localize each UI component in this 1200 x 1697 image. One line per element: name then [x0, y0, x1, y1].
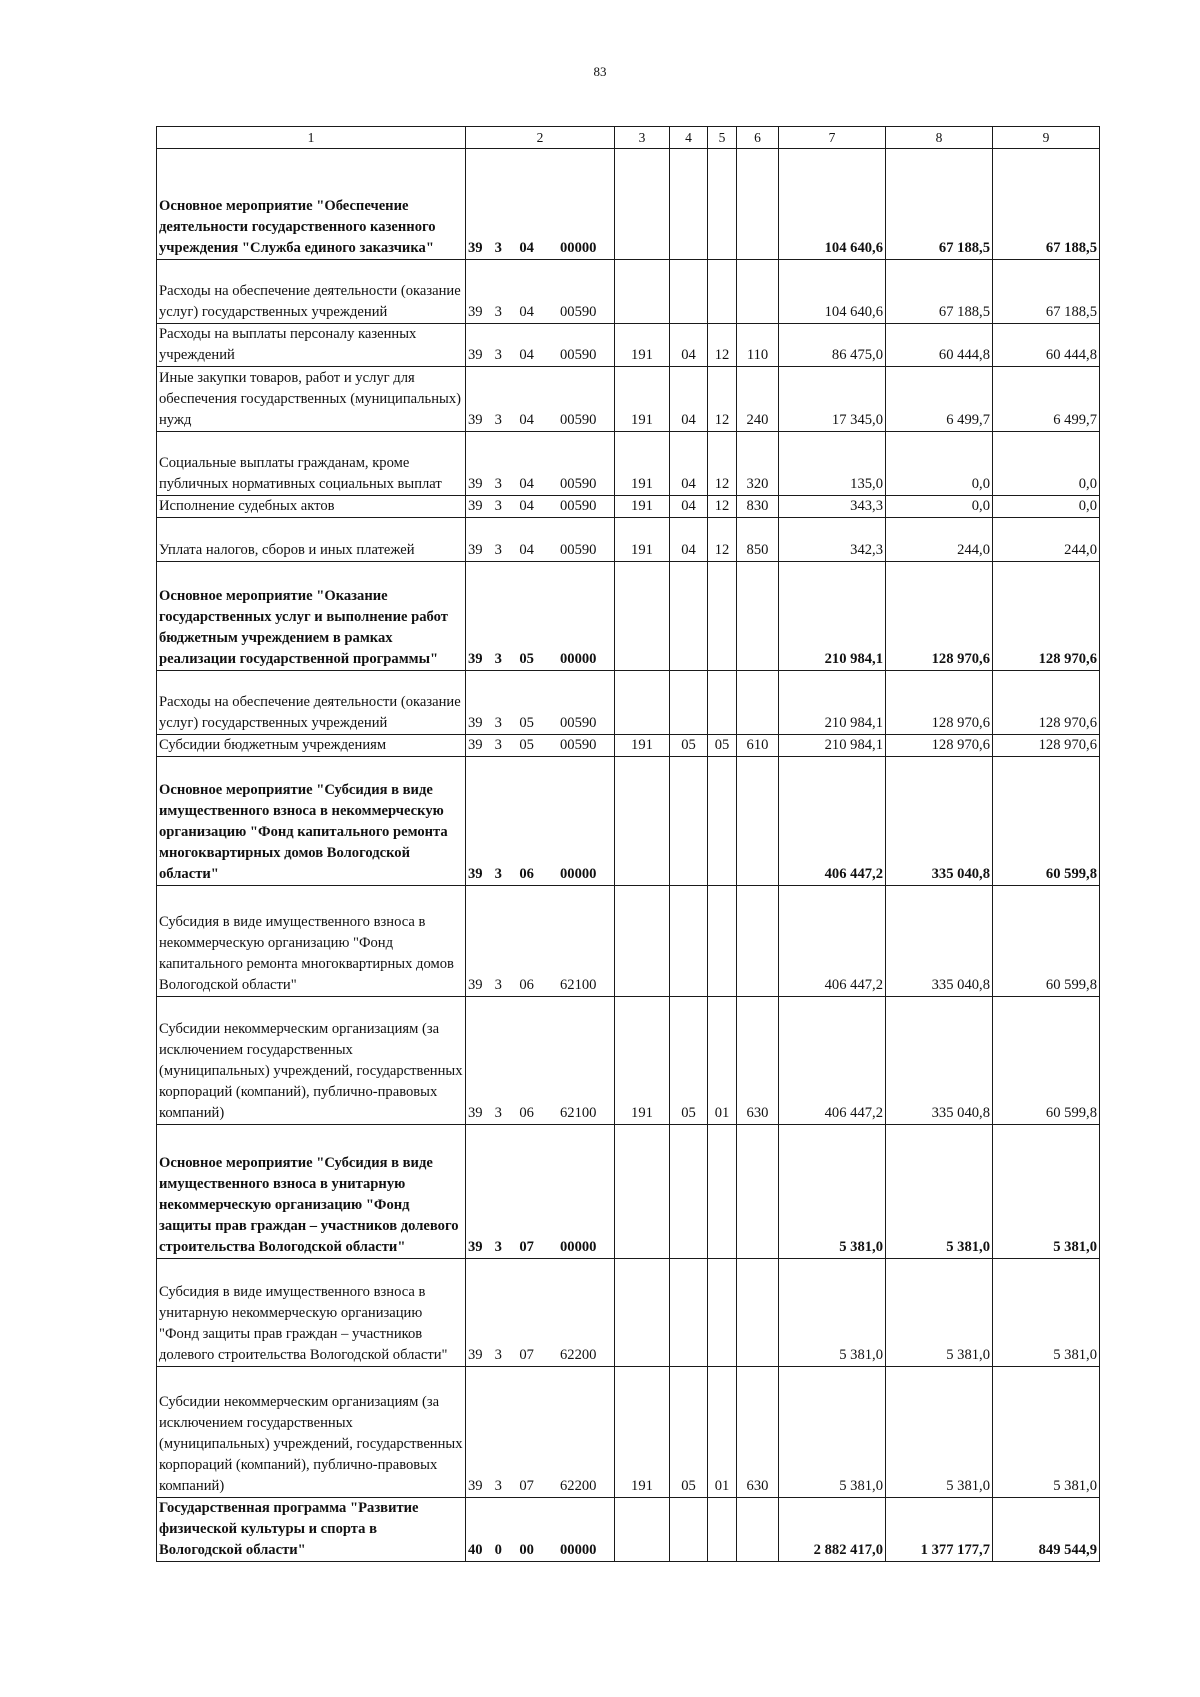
amount-col9-cell: 5 381,0: [993, 1259, 1100, 1367]
amount-col7-cell: 406 447,2: [779, 886, 886, 997]
amount-col9-cell: 849 544,9: [993, 1498, 1100, 1562]
column-number-1: 1: [157, 127, 466, 149]
classification-code: [468, 649, 612, 670]
code-part-4: 00000: [559, 1542, 597, 1558]
col5-cell: 12: [708, 518, 737, 562]
code-part-1: 39: [468, 240, 483, 256]
table-row: [157, 757, 1100, 886]
amount-col9-cell: 0,0: [993, 496, 1100, 518]
code-part-2: 3: [494, 737, 502, 753]
col4-cell: 05: [670, 735, 708, 757]
col5-cell: 12: [708, 367, 737, 432]
col5-cell: 05: [708, 735, 737, 757]
col3-cell: [615, 562, 670, 671]
classification-code: [468, 496, 612, 517]
code-part-2: 3: [494, 651, 502, 667]
col3-cell: 191: [615, 1367, 670, 1498]
amount-col8-cell: 5 381,0: [886, 1125, 993, 1259]
col4-cell: 04: [670, 496, 708, 518]
amount-col8-cell: 1 377 177,7: [886, 1498, 993, 1562]
table-row: [157, 324, 1100, 367]
col3-cell: [615, 1498, 670, 1562]
code-part-4: 00590: [559, 542, 597, 558]
column-number-7: 7: [779, 127, 886, 149]
col6-cell: [737, 757, 779, 886]
row-code-cell: [466, 432, 615, 496]
classification-code: [468, 540, 612, 561]
amount-col9-cell: 128 970,6: [993, 562, 1100, 671]
col3-cell: [615, 671, 670, 735]
col6-cell: 610: [737, 735, 779, 757]
row-name-cell: Иные закупки товаров, работ и услуг для обеспечения государственных (муниципальных) нужд: [157, 367, 466, 432]
amount-col8-cell: 244,0: [886, 518, 993, 562]
col3-cell: [615, 886, 670, 997]
col3-cell: 191: [615, 324, 670, 367]
code-part-2: 0: [494, 1542, 502, 1558]
column-number-9: 9: [993, 127, 1100, 149]
col5-cell: [708, 1259, 737, 1367]
col6-cell: [737, 1259, 779, 1367]
code-part-3: 04: [519, 240, 534, 256]
col5-cell: 01: [708, 1367, 737, 1498]
code-part-1: 39: [468, 1347, 483, 1363]
table-row: [157, 1259, 1100, 1367]
table-row: [157, 1367, 1100, 1498]
col6-cell: 110: [737, 324, 779, 367]
code-part-1: 40: [468, 1542, 483, 1558]
code-part-4: 00000: [559, 240, 597, 256]
amount-col8-cell: 67 188,5: [886, 149, 993, 260]
classification-code: [468, 713, 612, 734]
row-name-cell: Субсидии некоммерческим организациям (за исключением государственных (муниципальных) учреждений, государственных корпораций (компаний), публично-правовых компаний): [157, 997, 466, 1125]
classification-code: [468, 345, 612, 366]
amount-col7-cell: 86 475,0: [779, 324, 886, 367]
row-code-cell: [466, 757, 615, 886]
code-part-3: 07: [519, 1239, 534, 1255]
code-part-2: 3: [494, 347, 502, 363]
col4-cell: [670, 886, 708, 997]
code-part-3: 06: [519, 977, 534, 993]
amount-col9-cell: 128 970,6: [993, 671, 1100, 735]
code-part-4: 00000: [559, 1239, 597, 1255]
code-part-1: 39: [468, 1105, 483, 1121]
row-name-cell: Уплата налогов, сборов и иных платежей: [157, 518, 466, 562]
code-part-1: 39: [468, 737, 483, 753]
code-part-2: 3: [494, 412, 502, 428]
row-code-cell: [466, 886, 615, 997]
code-part-3: 04: [519, 498, 534, 514]
table-row: [157, 367, 1100, 432]
col5-cell: [708, 671, 737, 735]
table-row: [157, 1498, 1100, 1562]
amount-col7-cell: 210 984,1: [779, 735, 886, 757]
code-part-3: 05: [519, 715, 534, 731]
amount-col7-cell: 5 381,0: [779, 1367, 886, 1498]
row-name-cell: Расходы на выплаты персоналу казенных учреждений: [157, 324, 466, 367]
col6-cell: 830: [737, 496, 779, 518]
row-name-cell: Исполнение судебных актов: [157, 496, 466, 518]
col5-cell: [708, 562, 737, 671]
code-part-1: 39: [468, 651, 483, 667]
col4-cell: [670, 562, 708, 671]
classification-code: [468, 302, 612, 323]
classification-code: [468, 410, 612, 431]
col6-cell: 630: [737, 997, 779, 1125]
col3-cell: 191: [615, 367, 670, 432]
table-row: [157, 1125, 1100, 1259]
code-part-3: 04: [519, 347, 534, 363]
amount-col9-cell: 60 599,8: [993, 886, 1100, 997]
code-part-1: 39: [468, 476, 483, 492]
amount-col7-cell: 5 381,0: [779, 1259, 886, 1367]
column-number-4: 4: [670, 127, 708, 149]
row-name-cell: Государственная программа "Развитие физической культуры и спорта в Вологодской области": [157, 1498, 466, 1562]
code-part-2: 3: [494, 866, 502, 882]
amount-col7-cell: 210 984,1: [779, 671, 886, 735]
amount-col9-cell: 67 188,5: [993, 260, 1100, 324]
col4-cell: [670, 757, 708, 886]
col6-cell: 630: [737, 1367, 779, 1498]
code-part-1: 39: [468, 1239, 483, 1255]
amount-col9-cell: 0,0: [993, 432, 1100, 496]
code-part-4: 62200: [559, 1347, 597, 1363]
code-part-3: 04: [519, 412, 534, 428]
code-part-2: 3: [494, 1347, 502, 1363]
row-code-cell: [466, 260, 615, 324]
code-part-2: 3: [494, 240, 502, 256]
code-part-1: 39: [468, 542, 483, 558]
code-part-2: 3: [494, 1105, 502, 1121]
amount-col7-cell: 135,0: [779, 432, 886, 496]
code-part-3: 04: [519, 476, 534, 492]
row-code-cell: [466, 1259, 615, 1367]
col3-cell: [615, 149, 670, 260]
col4-cell: 04: [670, 432, 708, 496]
code-part-3: 07: [519, 1347, 534, 1363]
code-part-2: 3: [494, 542, 502, 558]
col5-cell: [708, 757, 737, 886]
col6-cell: [737, 1125, 779, 1259]
row-code-cell: [466, 562, 615, 671]
classification-code: [468, 1476, 612, 1497]
col3-cell: [615, 1125, 670, 1259]
amount-col9-cell: 5 381,0: [993, 1367, 1100, 1498]
code-part-4: 00590: [559, 498, 597, 514]
table-row: [157, 260, 1100, 324]
amount-col8-cell: 0,0: [886, 432, 993, 496]
table-row: [157, 886, 1100, 997]
code-part-1: 39: [468, 498, 483, 514]
amount-col8-cell: 128 970,6: [886, 735, 993, 757]
col5-cell: 12: [708, 496, 737, 518]
code-part-2: 3: [494, 498, 502, 514]
code-part-2: 3: [494, 715, 502, 731]
table-row: [157, 735, 1100, 757]
row-name-cell: Расходы на обеспечение деятельности (оказание услуг) государственных учреждений: [157, 260, 466, 324]
code-part-4: 00590: [559, 476, 597, 492]
classification-code: [468, 1103, 612, 1124]
amount-col7-cell: 406 447,2: [779, 997, 886, 1125]
col5-cell: [708, 260, 737, 324]
code-part-3: 04: [519, 304, 534, 320]
code-part-2: 3: [494, 304, 502, 320]
col3-cell: [615, 1259, 670, 1367]
amount-col7-cell: 2 882 417,0: [779, 1498, 886, 1562]
code-part-1: 39: [468, 412, 483, 428]
amount-col7-cell: 406 447,2: [779, 757, 886, 886]
amount-col7-cell: 104 640,6: [779, 149, 886, 260]
code-part-4: 00590: [559, 347, 597, 363]
code-part-2: 3: [494, 1239, 502, 1255]
code-part-4: 00590: [559, 412, 597, 428]
code-part-1: 39: [468, 715, 483, 731]
amount-col9-cell: 67 188,5: [993, 149, 1100, 260]
col5-cell: [708, 1125, 737, 1259]
code-part-4: 62200: [559, 1478, 597, 1494]
code-part-3: 04: [519, 542, 534, 558]
amount-col8-cell: 128 970,6: [886, 671, 993, 735]
code-part-1: 39: [468, 347, 483, 363]
column-number-3: 3: [615, 127, 670, 149]
col6-cell: [737, 260, 779, 324]
row-code-cell: [466, 496, 615, 518]
row-code-cell: [466, 367, 615, 432]
col5-cell: 01: [708, 997, 737, 1125]
code-part-2: 3: [494, 977, 502, 993]
amount-col9-cell: 60 599,8: [993, 757, 1100, 886]
col4-cell: [670, 671, 708, 735]
row-code-cell: [466, 324, 615, 367]
amount-col9-cell: 5 381,0: [993, 1125, 1100, 1259]
classification-code: [468, 975, 612, 996]
amount-col9-cell: 6 499,7: [993, 367, 1100, 432]
column-number-2: 2: [466, 127, 615, 149]
code-part-3: 00: [519, 1542, 534, 1558]
row-name-cell: Основное мероприятие "Оказание государственных услуг и выполнение работ бюджетным учреждением в рамках реализации государственной программы": [157, 562, 466, 671]
col6-cell: [737, 671, 779, 735]
code-part-1: 39: [468, 866, 483, 882]
col3-cell: 191: [615, 518, 670, 562]
table-row: [157, 671, 1100, 735]
column-number-6: 6: [737, 127, 779, 149]
col3-cell: 191: [615, 735, 670, 757]
code-part-4: 00000: [559, 651, 597, 667]
col4-cell: [670, 149, 708, 260]
code-part-4: 00590: [559, 715, 597, 731]
col4-cell: [670, 1259, 708, 1367]
row-name-cell: Расходы на обеспечение деятельности (оказание услуг) государственных учреждений: [157, 671, 466, 735]
col3-cell: 191: [615, 496, 670, 518]
table-row: [157, 562, 1100, 671]
amount-col8-cell: 335 040,8: [886, 886, 993, 997]
row-name-cell: Субсидия в виде имущественного взноса в унитарную некоммерческую организацию "Фонд защиты прав граждан – участников долевого строительства Вологодской области": [157, 1259, 466, 1367]
col6-cell: [737, 1498, 779, 1562]
amount-col7-cell: 17 345,0: [779, 367, 886, 432]
col4-cell: 04: [670, 367, 708, 432]
col6-cell: [737, 886, 779, 997]
row-code-cell: [466, 1498, 615, 1562]
col5-cell: 12: [708, 324, 737, 367]
column-number-8: 8: [886, 127, 993, 149]
amount-col9-cell: 244,0: [993, 518, 1100, 562]
row-code-cell: [466, 997, 615, 1125]
row-name-cell: Основное мероприятие "Субсидия в виде имущественного взноса в унитарную некоммерческую организацию "Фонд защиты прав граждан – участников долевого строительства Вологодской области": [157, 1125, 466, 1259]
col4-cell: [670, 260, 708, 324]
col3-cell: [615, 260, 670, 324]
code-part-3: 07: [519, 1478, 534, 1494]
code-part-2: 3: [494, 1478, 502, 1494]
col6-cell: [737, 149, 779, 260]
classification-code: [468, 1540, 612, 1561]
amount-col8-cell: 6 499,7: [886, 367, 993, 432]
code-part-4: 00000: [559, 866, 597, 882]
code-part-2: 3: [494, 476, 502, 492]
amount-col7-cell: 210 984,1: [779, 562, 886, 671]
amount-col8-cell: 5 381,0: [886, 1259, 993, 1367]
col6-cell: 320: [737, 432, 779, 496]
row-code-cell: [466, 1367, 615, 1498]
amount-col8-cell: 5 381,0: [886, 1367, 993, 1498]
col3-cell: 191: [615, 432, 670, 496]
col4-cell: 05: [670, 1367, 708, 1498]
col5-cell: [708, 886, 737, 997]
col4-cell: [670, 1125, 708, 1259]
code-part-4: 00590: [559, 304, 597, 320]
amount-col7-cell: 104 640,6: [779, 260, 886, 324]
code-part-4: 62100: [559, 977, 597, 993]
amount-col9-cell: 60 444,8: [993, 324, 1100, 367]
classification-code: [468, 238, 612, 259]
table-row: [157, 149, 1100, 260]
code-part-3: 05: [519, 737, 534, 753]
code-part-3: 05: [519, 651, 534, 667]
col5-cell: 12: [708, 432, 737, 496]
col3-cell: [615, 757, 670, 886]
amount-col9-cell: 128 970,6: [993, 735, 1100, 757]
amount-col8-cell: 128 970,6: [886, 562, 993, 671]
col4-cell: [670, 1498, 708, 1562]
code-part-1: 39: [468, 1478, 483, 1494]
row-name-cell: Субсидии некоммерческим организациям (за исключением государственных (муниципальных) учреждений, государственных корпораций (компаний), публично-правовых компаний): [157, 1367, 466, 1498]
col6-cell: 240: [737, 367, 779, 432]
amount-col7-cell: 343,3: [779, 496, 886, 518]
row-code-cell: [466, 149, 615, 260]
amount-col9-cell: 60 599,8: [993, 997, 1100, 1125]
table-row: [157, 518, 1100, 562]
row-name-cell: Социальные выплаты гражданам, кроме публичных нормативных социальных выплат: [157, 432, 466, 496]
amount-col8-cell: 335 040,8: [886, 757, 993, 886]
col4-cell: 04: [670, 518, 708, 562]
col6-cell: [737, 562, 779, 671]
row-name-cell: Основное мероприятие "Обеспечение деятельности государственного казенного учреждения "Служба единого заказчика": [157, 149, 466, 260]
row-code-cell: [466, 671, 615, 735]
table-row: [157, 496, 1100, 518]
budget-table: [156, 126, 1100, 1562]
amount-col8-cell: 67 188,5: [886, 260, 993, 324]
classification-code: [468, 864, 612, 885]
col4-cell: 05: [670, 997, 708, 1125]
col4-cell: 04: [670, 324, 708, 367]
col5-cell: [708, 1498, 737, 1562]
amount-col8-cell: 60 444,8: [886, 324, 993, 367]
code-part-3: 06: [519, 866, 534, 882]
amount-col8-cell: 0,0: [886, 496, 993, 518]
column-number-row: [157, 127, 1100, 149]
amount-col8-cell: 335 040,8: [886, 997, 993, 1125]
col5-cell: [708, 149, 737, 260]
code-part-3: 06: [519, 1105, 534, 1121]
code-part-1: 39: [468, 977, 483, 993]
code-part-4: 00590: [559, 737, 597, 753]
code-part-4: 62100: [559, 1105, 597, 1121]
row-code-cell: [466, 1125, 615, 1259]
amount-col7-cell: 342,3: [779, 518, 886, 562]
table-row: [157, 997, 1100, 1125]
row-name-cell: Основное мероприятие "Субсидия в виде имущественного взноса в некоммерческую организацию "Фонд капитального ремонта многоквартирных домов Вологодской области": [157, 757, 466, 886]
table-row: [157, 432, 1100, 496]
row-code-cell: [466, 735, 615, 757]
row-name-cell: Субсидии бюджетным учреждениям: [157, 735, 466, 757]
amount-col7-cell: 5 381,0: [779, 1125, 886, 1259]
classification-code: [468, 735, 612, 756]
classification-code: [468, 1345, 612, 1366]
classification-code: [468, 1237, 612, 1258]
col3-cell: 191: [615, 997, 670, 1125]
code-part-1: 39: [468, 304, 483, 320]
classification-code: [468, 474, 612, 495]
column-number-5: 5: [708, 127, 737, 149]
page-number: 83: [593, 64, 607, 79]
row-code-cell: [466, 518, 615, 562]
row-name-cell: Субсидия в виде имущественного взноса в некоммерческую организацию "Фонд капитального ремонта многоквартирных домов Вологодской области": [157, 886, 466, 997]
col6-cell: 850: [737, 518, 779, 562]
